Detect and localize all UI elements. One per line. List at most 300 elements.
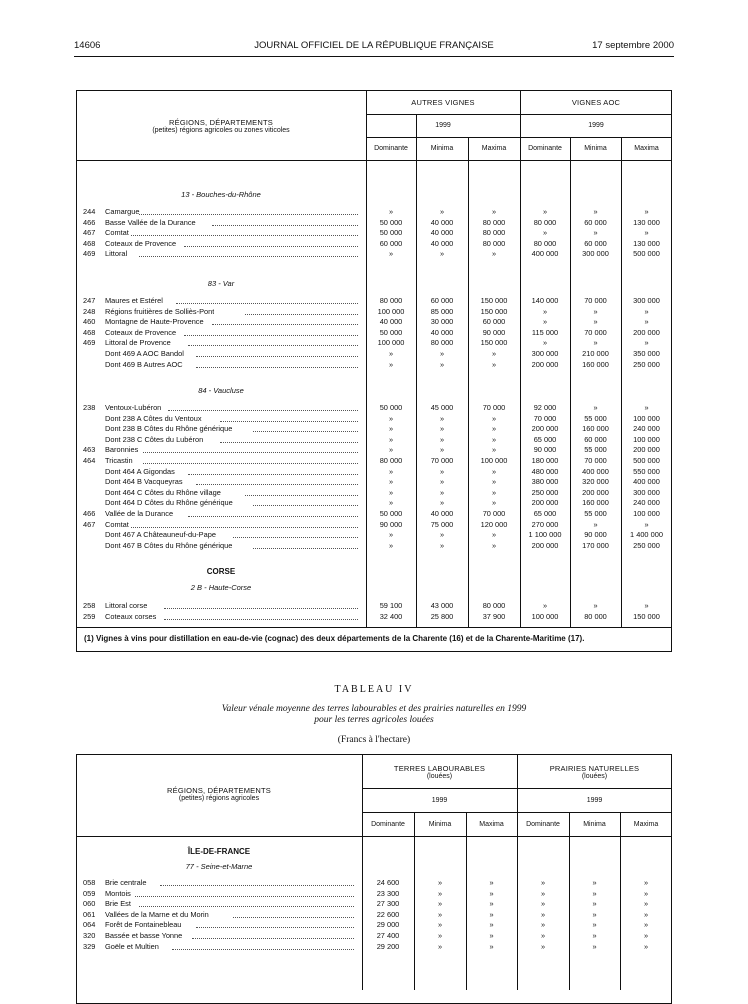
row-label: Brie centrale: [105, 878, 147, 887]
cell-value: 27 300: [376, 899, 400, 909]
row-label: Coteaux de Provence: [105, 238, 177, 248]
cell-value: »: [439, 540, 445, 550]
cell-value: 40 000: [430, 509, 454, 518]
cell-value: »: [489, 888, 494, 898]
row-label: Brie Est: [105, 899, 131, 909]
cell-value: 80 000: [482, 238, 506, 248]
row-code: 468: [83, 327, 96, 337]
row-label: Vallées de la Marne et du Morin: [105, 909, 209, 919]
cell-value: 50 000: [379, 217, 403, 227]
cell-value: 22 600: [376, 909, 400, 919]
cell-value: »: [643, 941, 649, 951]
cell-value: »: [388, 530, 394, 540]
cell-value: 480 000: [531, 466, 559, 476]
cell-value: »: [542, 207, 548, 216]
cell-value: »: [437, 931, 443, 940]
row-label: Goële et Multien: [105, 941, 159, 951]
cell-value: »: [388, 498, 394, 508]
cell-value: 140 000: [531, 296, 559, 305]
cell-value: 160 000: [582, 359, 609, 369]
leader-dots: [253, 505, 358, 506]
table-row: [83, 899, 359, 909]
cell-value: »: [643, 878, 649, 887]
row-label: Comtat: [105, 519, 129, 529]
table-footnote: (1) Vignes à vins pour distillation en eau-de-vie (cognac) des deux départements de la Charente (16) et de la Charente-Maritime (17).: [84, 634, 585, 643]
cell-value: 55 000: [584, 509, 607, 518]
cell-value: 40 000: [379, 317, 403, 327]
leader-dots: [233, 537, 358, 538]
cell-value: 80 000: [430, 338, 454, 348]
table-row: [83, 228, 363, 238]
cell-value: 500 000: [633, 456, 660, 465]
column-header: Maxima: [634, 145, 659, 152]
region-heading: CORSE: [206, 567, 236, 576]
cell-value: 90 000: [584, 530, 607, 540]
column-header: Maxima: [633, 821, 659, 828]
cell-value: 100 000: [480, 456, 508, 465]
cell-value: 200 000: [531, 424, 559, 434]
cell-value: 29 200: [376, 941, 400, 951]
cell-value: »: [491, 359, 497, 369]
cell-value: »: [388, 434, 394, 444]
cell-value: »: [644, 306, 649, 316]
cell-value: 200 000: [531, 498, 559, 508]
cell-value: »: [439, 487, 445, 497]
cell-value: »: [437, 941, 443, 951]
group-sub: (louées): [426, 773, 453, 780]
row-code: 247: [83, 296, 96, 305]
cell-value: »: [644, 519, 649, 529]
journal-title: JOURNAL OFFICIEL DE LA RÉPUBLIQUE FRANÇAISE: [254, 40, 494, 51]
row-code: 464: [83, 456, 96, 465]
cell-value: »: [491, 540, 497, 550]
cell-value: »: [644, 601, 649, 610]
row-label: Dont 238 B Côtes du Rhône générique: [105, 424, 233, 434]
cell-value: »: [439, 498, 445, 508]
leader-dots: [196, 484, 358, 485]
rowhead-title: RÉGIONS, DÉPARTEMENTS: [167, 786, 271, 795]
cell-value: 65 000: [533, 434, 557, 444]
row-label: Basse Vallée de la Durance: [105, 217, 196, 227]
cell-value: »: [643, 888, 649, 898]
cell-value: »: [439, 249, 445, 259]
row-label: Dont 238 C Côtes du Lubéron: [105, 434, 204, 444]
cell-value: »: [489, 909, 494, 919]
cell-value: 80 000: [533, 238, 557, 248]
table-divider: [362, 754, 363, 990]
leader-dots: [253, 431, 358, 432]
table-row: [83, 920, 359, 930]
cell-value: 85 000: [430, 306, 454, 316]
group-sub: (louées): [581, 773, 608, 780]
cell-value: »: [437, 909, 443, 919]
row-code: 058: [83, 878, 96, 887]
row-label: Régions fruitières de Solliès-Pont: [105, 306, 215, 316]
cell-value: »: [593, 601, 598, 610]
table-row: [83, 296, 363, 306]
column-header: Dominante: [528, 145, 562, 152]
row-code: 467: [83, 228, 96, 238]
row-label: Dont 464 B Vacqueyras: [105, 477, 183, 487]
row-label: Dont 469 B Autres AOC: [105, 359, 183, 369]
cell-value: 24 600: [376, 878, 400, 887]
cell-value: »: [388, 487, 394, 497]
leader-dots: [164, 608, 358, 609]
table-row: [83, 360, 363, 370]
cell-value: 240 000: [633, 424, 660, 434]
cell-value: 150 000: [480, 338, 508, 348]
leader-dots: [196, 367, 358, 368]
cell-value: »: [540, 888, 546, 898]
cell-value: »: [388, 359, 394, 369]
cell-value: »: [491, 349, 497, 358]
cell-value: 160 000: [582, 424, 609, 434]
cell-value: »: [643, 899, 649, 909]
cell-value: 70 000: [482, 403, 506, 412]
cell-value: »: [388, 249, 394, 259]
table-divider: [366, 114, 672, 115]
department-heading: 84 - Vaucluse: [198, 386, 244, 395]
cell-value: »: [593, 519, 598, 529]
cell-value: 60 000: [379, 238, 403, 248]
department-heading: 13 - Bouches-du-Rhône: [181, 190, 261, 199]
cell-value: 25 800: [430, 611, 454, 621]
cell-value: 59 100: [379, 601, 403, 610]
leader-dots: [172, 949, 354, 950]
leader-dots: [188, 516, 358, 517]
cell-value: »: [491, 487, 497, 497]
cell-value: »: [491, 249, 497, 259]
table-row: [83, 509, 363, 519]
cell-value: »: [592, 931, 597, 940]
cell-value: 130 000: [633, 217, 660, 227]
cell-value: 37 900: [482, 611, 506, 621]
cell-value: 80 000: [379, 456, 403, 465]
table-divider: [366, 137, 672, 138]
row-code: 469: [83, 338, 96, 348]
table-divider: [76, 160, 672, 161]
leader-dots: [220, 442, 358, 443]
cell-value: »: [644, 338, 649, 348]
rowhead-sub: (petites) régions agricoles: [178, 795, 260, 802]
row-label: Dont 467 A Châteauneuf-du-Pape: [105, 530, 216, 540]
leader-dots: [168, 410, 358, 411]
table-row: [83, 239, 363, 249]
table-row: [83, 942, 359, 952]
row-code: 060: [83, 899, 96, 909]
cell-value: 150 000: [480, 306, 508, 316]
table-divider: [362, 812, 672, 813]
year-label: 1999: [588, 122, 604, 129]
cell-value: 60 000: [584, 238, 607, 248]
cell-value: 200 000: [531, 359, 559, 369]
leader-dots: [212, 324, 358, 325]
table-divider: [362, 788, 672, 789]
leader-dots: [131, 527, 358, 528]
cell-value: 380 000: [531, 477, 559, 487]
header-rule: [74, 56, 674, 57]
cell-value: »: [491, 207, 497, 216]
department-heading: 2 B - Haute-Corse: [190, 583, 252, 592]
cell-value: 70 000: [482, 509, 506, 518]
column-header: Dominante: [526, 821, 560, 828]
row-code: 064: [83, 920, 96, 930]
cell-value: 45 000: [430, 403, 454, 412]
row-label: Montois: [105, 888, 131, 898]
cell-value: 400 000: [531, 249, 559, 259]
cell-value: »: [437, 899, 443, 909]
table-row: [83, 931, 359, 941]
cell-value: 32 400: [379, 611, 403, 621]
year-label: 1999: [586, 797, 603, 804]
group-terres-labourables: TERRES LABOURABLES: [393, 764, 486, 773]
page-date: 17 septembre 2000: [592, 40, 674, 51]
cell-value: 92 000: [533, 403, 557, 412]
leader-dots: [143, 452, 358, 453]
leader-dots: [184, 335, 358, 336]
cell-value: 180 000: [531, 456, 559, 465]
cell-value: 100 000: [633, 434, 660, 444]
cell-value: »: [593, 317, 598, 327]
cell-value: 80 000: [482, 228, 506, 238]
cell-value: 90 000: [533, 445, 557, 455]
cell-value: 50 000: [379, 228, 403, 238]
cell-value: 27 400: [376, 931, 400, 940]
cell-value: 150 000: [480, 296, 508, 305]
cell-value: 23 300: [376, 888, 400, 898]
table-row: [83, 467, 363, 477]
column-header: Maxima: [481, 145, 507, 152]
cell-value: »: [489, 931, 494, 940]
cell-value: »: [593, 228, 598, 238]
cell-value: 300 000: [633, 296, 660, 305]
cell-value: »: [437, 888, 443, 898]
row-code: 238: [83, 403, 96, 412]
row-code: 467: [83, 519, 96, 529]
leader-dots: [233, 917, 354, 918]
cell-value: 120 000: [480, 519, 508, 529]
leader-dots: [164, 619, 358, 620]
cell-value: »: [439, 445, 445, 455]
row-label: Dont 467 B Côtes du Rhône générique: [105, 540, 233, 550]
table-row: [83, 414, 363, 424]
row-label: Dont 464 A Gigondas: [105, 466, 175, 476]
leader-dots: [188, 474, 358, 475]
cell-value: 80 000: [482, 217, 506, 227]
table-row: [83, 424, 363, 434]
cell-value: »: [542, 306, 548, 316]
cell-value: »: [439, 424, 445, 434]
row-code: 258: [83, 601, 96, 610]
cell-value: 200 000: [633, 445, 660, 455]
cell-value: 50 000: [379, 509, 403, 518]
cell-value: 150 000: [633, 611, 660, 621]
group-autres-vignes: AUTRES VIGNES: [411, 98, 475, 107]
cell-value: 80 000: [584, 611, 607, 621]
leader-dots: [220, 421, 358, 422]
cell-value: 1 100 000: [528, 530, 562, 540]
table-row: [83, 249, 363, 259]
cell-value: »: [542, 338, 548, 348]
row-label: Camargue: [105, 207, 140, 216]
cell-value: 43 000: [430, 601, 454, 610]
cell-value: 55 000: [584, 413, 607, 423]
cell-value: »: [439, 477, 445, 487]
leader-dots: [245, 495, 358, 496]
cell-value: 60 000: [584, 217, 607, 227]
cell-value: 60 000: [482, 317, 506, 327]
cell-value: 50 000: [379, 327, 403, 337]
cell-value: 300 000: [582, 249, 609, 259]
cell-value: 210 000: [582, 349, 609, 358]
leader-dots: [139, 214, 358, 215]
year-label: 1999: [435, 122, 451, 129]
leader-dots: [184, 246, 358, 247]
table-divider: [76, 836, 672, 837]
leader-dots: [131, 235, 358, 236]
cell-value: 100 000: [377, 306, 405, 316]
cell-value: 300 000: [531, 349, 559, 358]
table-row: [83, 349, 363, 359]
cell-value: 200 000: [531, 540, 559, 550]
cell-value: 500 000: [633, 249, 660, 259]
cell-value: »: [542, 228, 548, 238]
cell-value: »: [593, 207, 598, 216]
cell-value: »: [439, 349, 445, 358]
tableau-title: Valeur vénale moyenne des terres labourables et des prairies naturelles en 1999: [221, 704, 527, 714]
row-code: 259: [83, 611, 96, 621]
cell-value: 70 000: [430, 456, 454, 465]
row-label: Littoral: [105, 249, 128, 259]
table-row: [83, 477, 363, 487]
cell-value: »: [439, 413, 445, 423]
table-row: [83, 307, 363, 317]
cell-value: »: [489, 941, 494, 951]
region-heading: ÎLE-DE-FRANCE: [187, 847, 251, 856]
cell-value: 550 000: [633, 466, 660, 476]
table-row: [83, 530, 363, 540]
table-row: [83, 218, 363, 228]
table-row: [83, 612, 363, 622]
cell-value: »: [388, 445, 394, 455]
row-code: 244: [83, 207, 96, 216]
leader-dots: [253, 548, 358, 549]
row-label: Littoral corse: [105, 601, 148, 610]
cell-value: 250 000: [633, 540, 660, 550]
department-heading: 83 - Var: [207, 279, 235, 288]
year-label: 1999: [431, 797, 448, 804]
rowhead-sub: (petites) régions agricoles ou zones viticoles: [152, 127, 290, 134]
cell-value: »: [388, 540, 394, 550]
cell-value: »: [439, 434, 445, 444]
column-header: Minima: [430, 145, 454, 152]
cell-value: 70 000: [584, 456, 607, 465]
tableau-title-2: pour les terres agricoles louées: [314, 715, 434, 725]
cell-value: »: [491, 445, 497, 455]
cell-value: »: [593, 306, 598, 316]
row-label: Dont 238 A Côtes du Ventoux: [105, 413, 202, 423]
cell-value: »: [388, 466, 394, 476]
row-code: 469: [83, 249, 96, 259]
row-label: Dont 464 D Côtes du Rhône générique: [105, 498, 233, 508]
cell-value: »: [593, 403, 598, 412]
leader-dots: [139, 906, 354, 907]
table-row: [83, 541, 363, 551]
column-header: Maxima: [479, 821, 504, 828]
cell-value: 40 000: [430, 228, 454, 238]
cell-value: 160 000: [582, 498, 609, 508]
cell-value: »: [643, 920, 649, 930]
cell-value: »: [644, 317, 649, 327]
cell-value: 320 000: [582, 477, 609, 487]
cell-value: »: [437, 878, 443, 887]
row-code: 460: [83, 317, 96, 327]
cell-value: 170 000: [582, 540, 609, 550]
cell-value: »: [439, 359, 445, 369]
table-divider: [517, 754, 518, 990]
cell-value: »: [437, 920, 443, 930]
row-code: 320: [83, 931, 96, 940]
leader-dots: [245, 314, 358, 315]
cell-value: 60 000: [430, 296, 454, 305]
row-label: Coteaux corses: [105, 611, 157, 621]
cell-value: »: [592, 878, 597, 887]
cell-value: 100 000: [633, 413, 660, 423]
cell-value: »: [388, 413, 394, 423]
cell-value: »: [388, 207, 394, 216]
cell-value: »: [540, 941, 546, 951]
group-prairies-naturelles: PRAIRIES NATURELLES: [549, 764, 640, 773]
cell-value: 29 000: [376, 920, 400, 930]
table-row: [83, 328, 363, 338]
cell-value: »: [643, 909, 649, 919]
page-number: 14606: [74, 40, 101, 51]
cell-value: 350 000: [633, 349, 660, 358]
cell-value: 70 000: [584, 296, 607, 305]
cell-value: »: [593, 338, 598, 348]
cell-value: 40 000: [430, 238, 454, 248]
cell-value: »: [491, 413, 497, 423]
row-label: Coteaux de Provence: [105, 327, 177, 337]
cell-value: 100 000: [377, 338, 405, 348]
cell-value: »: [491, 466, 497, 476]
cell-value: 80 000: [482, 601, 506, 610]
column-header: Dominante: [374, 145, 408, 152]
row-label: Baronnies: [105, 445, 139, 455]
cell-value: 240 000: [633, 498, 660, 508]
cell-value: »: [644, 207, 649, 216]
leader-dots: [139, 256, 358, 257]
cell-value: »: [643, 931, 649, 940]
table-row: [83, 445, 363, 455]
cell-value: »: [491, 477, 497, 487]
cell-value: 200 000: [582, 487, 609, 497]
leader-dots: [135, 896, 354, 897]
group-vignes-aoc: VIGNES AOC: [571, 98, 621, 107]
cell-value: 40 000: [430, 327, 454, 337]
cell-value: »: [439, 207, 445, 216]
table-row: [83, 207, 363, 217]
cell-value: »: [388, 349, 394, 358]
row-label: Vallée de la Durance: [105, 509, 174, 518]
table-row: [83, 910, 359, 920]
cell-value: 75 000: [430, 519, 454, 529]
table-row: [83, 889, 359, 899]
cell-value: »: [592, 899, 597, 909]
cell-value: 115 000: [531, 327, 559, 337]
leader-dots: [188, 345, 358, 346]
cell-value: 90 000: [379, 519, 403, 529]
